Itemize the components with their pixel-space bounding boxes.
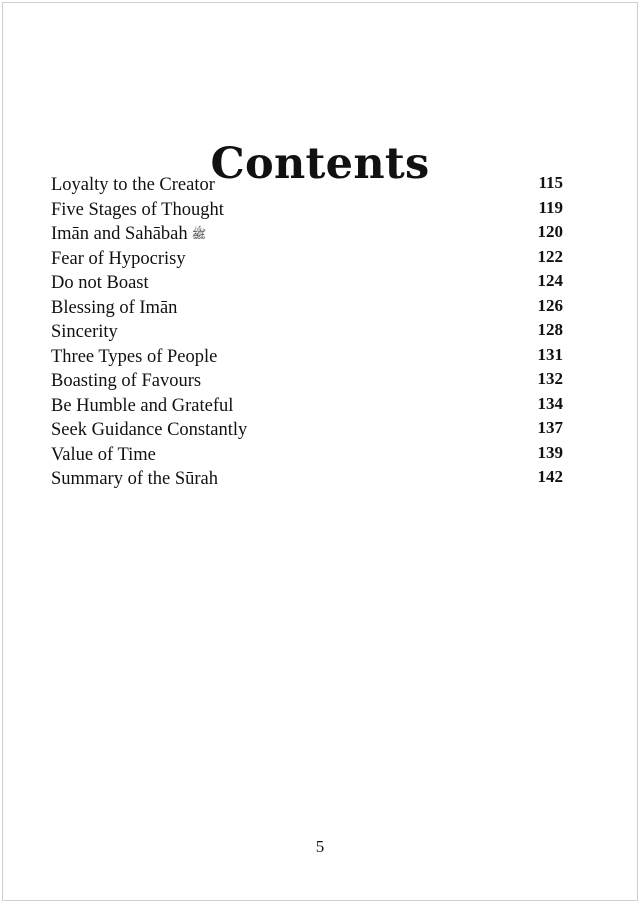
table-of-contents — [51, 173, 565, 492]
toc-entry-title: Five Stages of Thought — [51, 199, 224, 220]
toc-entry-page: 137 — [537, 418, 563, 437]
toc-entry-title: Summary of the Sūrah — [51, 469, 218, 489]
toc-entry-page: 126 — [537, 295, 563, 315]
toc-entry-title: Three Types of People — [51, 346, 218, 367]
toc-entry-title-wrap — [51, 222, 206, 246]
toc-entry — [51, 467, 565, 492]
toc-entry-title: Do not Boast — [51, 273, 149, 293]
toc-entry — [51, 320, 565, 345]
toc-entry-page: 142 — [537, 467, 563, 486]
toc-entry — [51, 271, 565, 296]
toc-entry — [51, 222, 565, 247]
toc-entry — [51, 345, 565, 370]
page-title: Contents — [210, 138, 430, 189]
toc-entry — [51, 418, 565, 443]
toc-entry-page: 132 — [537, 369, 563, 388]
toc-entry — [51, 247, 565, 272]
toc-entry — [51, 369, 565, 394]
toc-entry-page: 139 — [537, 442, 563, 462]
toc-entry-page: 119 — [538, 197, 563, 217]
toc-entry-page: 124 — [537, 271, 563, 290]
toc-entry-page: 134 — [537, 393, 563, 413]
honorific-symbol: ﷺ — [191, 227, 207, 241]
toc-entry — [51, 173, 565, 198]
page-number: 5 — [315, 837, 325, 856]
toc-entry-title: Value of Time — [51, 444, 156, 465]
toc-entry-page: 120 — [537, 222, 563, 241]
toc-entry-title: Boasting of Favours — [51, 371, 202, 391]
toc-entry — [51, 198, 565, 223]
toc-entry-title: Fear of Hypocrisy — [51, 248, 186, 269]
toc-entry-title: Loyalty to the Creator — [51, 175, 215, 195]
toc-entry-title: Seek Guidance Constantly — [51, 420, 248, 440]
toc-entry-title: Be Humble and Grateful — [51, 395, 234, 416]
toc-entry-page: 122 — [537, 246, 563, 266]
toc-entry-page: 131 — [537, 344, 563, 364]
toc-entry — [51, 394, 565, 419]
toc-entry — [51, 443, 565, 468]
toc-entry — [51, 296, 565, 321]
toc-entry-page: 128 — [537, 320, 563, 339]
toc-entry-title: Imān and Sahābah — [51, 224, 188, 244]
toc-entry-title: Sincerity — [51, 322, 118, 342]
toc-entry-title: Blessing of Imān — [51, 297, 178, 318]
toc-entry-page: 115 — [538, 173, 563, 192]
